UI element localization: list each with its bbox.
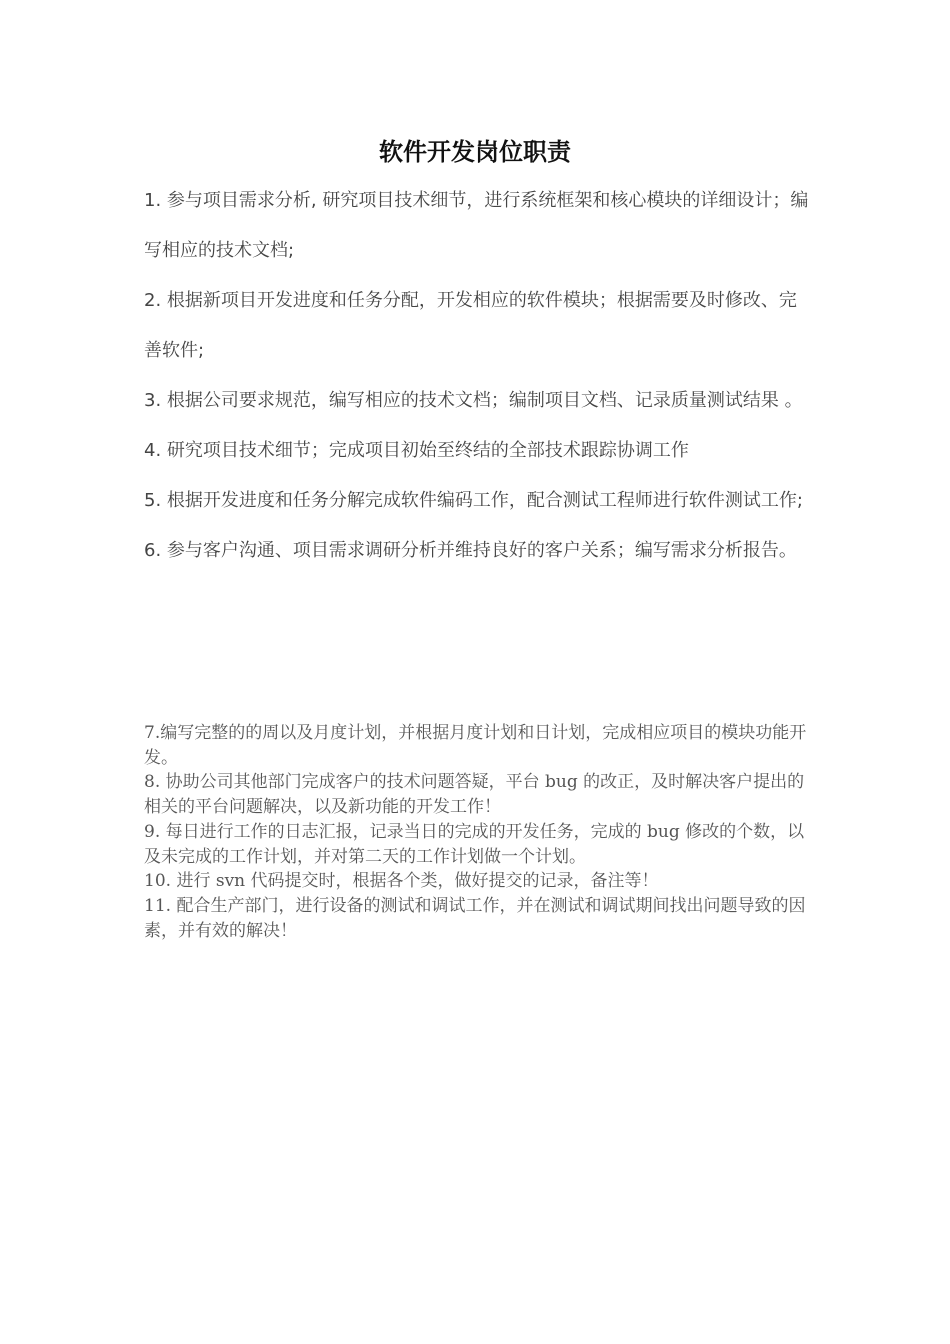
responsibility-list-secondary bbox=[144, 721, 814, 943]
responsibility-item-2: 2. 根据新项目开发进度和任务分配，开发相应的软件模块；根据需要及时修改、完善软件; bbox=[144, 290, 797, 361]
responsibility-item-3: 3. 根据公司要求规范，编写相应的技术文档；编制项目文档、记录质量测试结果 。 bbox=[144, 390, 803, 411]
responsibility-item-7: 7.编写完整的的周以及月度计划，并根据月度计划和日计划，完成相应项目的模块功能开发。 bbox=[144, 723, 807, 768]
responsibility-list-primary bbox=[144, 176, 809, 576]
document-title: 软件开发岗位职责 bbox=[379, 138, 571, 166]
responsibility-item-8: 8. 协助公司其他部门完成客户的技术问题答疑，平台 bug 的改正，及时解决客户提出的相关的平台问题解决，以及新功能的开发工作！ bbox=[144, 772, 805, 818]
responsibility-item-5: 5. 根据开发进度和任务分解完成软件编码工作，配合测试工程师进行软件测试工作; bbox=[144, 490, 803, 511]
responsibility-item-11: 11. 配合生产部门，进行设备的测试和调试工作，并在测试和调试期间找出问题导致的因素，并有效的解决！ bbox=[144, 895, 806, 941]
responsibility-item-9: 9. 每日进行工作的日志汇报，记录当日的完成的开发任务，完成的 bug 修改的个数，以及未完成的工作计划，并对第二天的工作计划做一个计划。 bbox=[144, 821, 805, 867]
responsibility-item-6: 6. 参与客户沟通、项目需求调研分析并维持良好的客户关系；编写需求分析报告。 bbox=[144, 540, 797, 561]
responsibility-item-4: 4. 研究项目技术细节；完成项目初始至终结的全部技术跟踪协调工作 bbox=[144, 440, 689, 461]
responsibility-item-1: 1. 参与项目需求分析, 研究项目技术细节，进行系统框架和核心模块的详细设计；编写相应的技术文档; bbox=[144, 190, 809, 261]
responsibility-item-10: 10. 进行 svn 代码提交时，根据各个类，做好提交的记录，备注等！ bbox=[144, 871, 659, 892]
